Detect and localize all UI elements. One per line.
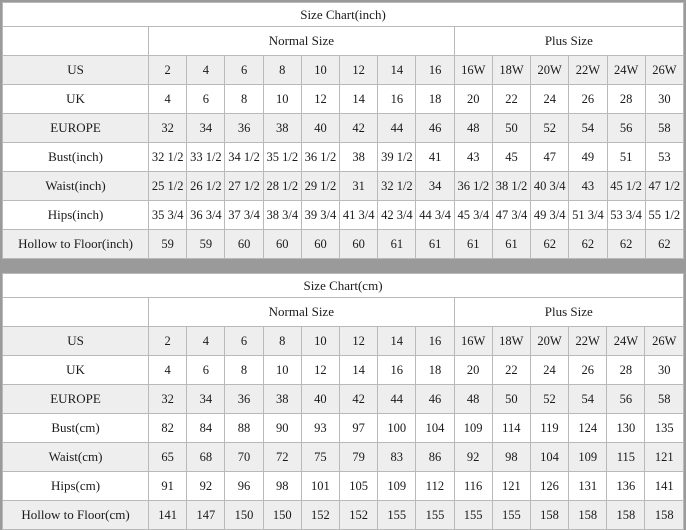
row-label: UK bbox=[3, 85, 149, 114]
cell: 33 1/2 bbox=[187, 143, 225, 172]
cell: 53 3/4 bbox=[607, 201, 645, 230]
cell: 45 1/2 bbox=[607, 172, 645, 201]
chart-title-row bbox=[3, 274, 684, 298]
row-label: Hips(cm) bbox=[3, 472, 149, 501]
cell: 22W bbox=[569, 327, 607, 356]
cell: 40 bbox=[301, 385, 339, 414]
cell: 83 bbox=[378, 443, 416, 472]
cell: 31 bbox=[340, 172, 378, 201]
group-normal-size: Normal Size bbox=[149, 298, 455, 327]
cell: 10 bbox=[263, 356, 301, 385]
row-label: UK bbox=[3, 356, 149, 385]
cell: 51 3/4 bbox=[569, 201, 607, 230]
cell: 97 bbox=[339, 414, 377, 443]
table-row bbox=[3, 414, 684, 443]
cell: 72 bbox=[263, 443, 301, 472]
cell: 93 bbox=[301, 414, 339, 443]
cell: 60 bbox=[263, 230, 301, 259]
cell: 32 1/2 bbox=[378, 172, 416, 201]
row-label: Bust(inch) bbox=[3, 143, 149, 172]
cell: 62 bbox=[531, 230, 569, 259]
cell: 68 bbox=[187, 443, 225, 472]
cell: 26W bbox=[645, 56, 683, 85]
cell: 34 bbox=[187, 385, 225, 414]
cell: 62 bbox=[645, 230, 683, 259]
cell: 34 bbox=[187, 114, 225, 143]
cell: 36 bbox=[225, 114, 263, 143]
cell: 22 bbox=[492, 356, 530, 385]
cell: 16W bbox=[454, 56, 492, 85]
cell: 41 3/4 bbox=[340, 201, 378, 230]
cell: 50 bbox=[492, 385, 530, 414]
cell: 112 bbox=[416, 472, 454, 501]
cell: 59 bbox=[149, 230, 187, 259]
cell: 28 1/2 bbox=[263, 172, 301, 201]
cell: 10 bbox=[301, 327, 339, 356]
cell: 24W bbox=[607, 327, 645, 356]
cell: 28 bbox=[607, 85, 645, 114]
cell: 44 bbox=[378, 114, 416, 143]
cell: 35 1/2 bbox=[263, 143, 301, 172]
cell: 109 bbox=[454, 414, 492, 443]
cell: 36 bbox=[225, 385, 263, 414]
cell: 47 bbox=[531, 143, 569, 172]
cell: 38 3/4 bbox=[263, 201, 301, 230]
cell: 43 bbox=[454, 143, 492, 172]
cell: 84 bbox=[187, 414, 225, 443]
cell: 158 bbox=[607, 501, 645, 530]
cell: 150 bbox=[225, 501, 263, 530]
cell: 20W bbox=[531, 56, 569, 85]
cell: 60 bbox=[225, 230, 263, 259]
cell: 38 bbox=[263, 114, 301, 143]
cell: 12 bbox=[340, 56, 378, 85]
cell: 90 bbox=[263, 414, 301, 443]
cell: 8 bbox=[263, 56, 301, 85]
cell: 61 bbox=[416, 230, 454, 259]
cell: 38 bbox=[340, 143, 378, 172]
cell: 158 bbox=[569, 501, 607, 530]
table-row bbox=[3, 385, 684, 414]
cell: 109 bbox=[569, 443, 607, 472]
cell: 16 bbox=[378, 356, 416, 385]
cell: 101 bbox=[301, 472, 339, 501]
cell: 62 bbox=[607, 230, 645, 259]
cell: 50 bbox=[492, 114, 530, 143]
cell: 75 bbox=[301, 443, 339, 472]
table-row bbox=[3, 472, 684, 501]
cell: 53 bbox=[645, 143, 683, 172]
table-row bbox=[3, 501, 684, 530]
chart-title: Size Chart(cm) bbox=[3, 274, 684, 298]
cell: 32 bbox=[149, 385, 187, 414]
cell: 38 bbox=[263, 385, 301, 414]
cell: 61 bbox=[492, 230, 530, 259]
cell: 51 bbox=[607, 143, 645, 172]
cell: 147 bbox=[187, 501, 225, 530]
cell: 14 bbox=[340, 85, 378, 114]
cell: 54 bbox=[569, 385, 607, 414]
cell: 126 bbox=[530, 472, 568, 501]
cell: 141 bbox=[645, 472, 684, 501]
cell: 32 1/2 bbox=[149, 143, 187, 172]
cell: 20W bbox=[530, 327, 568, 356]
cell: 92 bbox=[454, 443, 492, 472]
cell: 6 bbox=[187, 85, 225, 114]
chart-group-row bbox=[3, 298, 684, 327]
table-row bbox=[3, 356, 684, 385]
cell: 58 bbox=[645, 385, 684, 414]
cell: 88 bbox=[225, 414, 263, 443]
cell: 41 bbox=[416, 143, 454, 172]
cell: 44 3/4 bbox=[416, 201, 454, 230]
cell: 25 1/2 bbox=[149, 172, 187, 201]
cell: 42 3/4 bbox=[378, 201, 416, 230]
cell: 65 bbox=[149, 443, 187, 472]
cell: 20 bbox=[454, 356, 492, 385]
chart-title-row bbox=[3, 3, 684, 27]
cell: 91 bbox=[149, 472, 187, 501]
cell: 2 bbox=[149, 56, 187, 85]
cell: 8 bbox=[225, 85, 263, 114]
cell: 124 bbox=[569, 414, 607, 443]
cell: 155 bbox=[416, 501, 454, 530]
table-row bbox=[3, 201, 684, 230]
cell: 2 bbox=[149, 327, 187, 356]
cell: 39 3/4 bbox=[301, 201, 339, 230]
cell: 32 bbox=[149, 114, 187, 143]
cell: 130 bbox=[607, 414, 645, 443]
size-chart-inch bbox=[2, 2, 684, 259]
cell: 16 bbox=[378, 85, 416, 114]
cell: 48 bbox=[454, 385, 492, 414]
table-row bbox=[3, 143, 684, 172]
cell: 12 bbox=[301, 356, 339, 385]
row-label: US bbox=[3, 327, 149, 356]
table-row bbox=[3, 56, 684, 85]
cell: 18W bbox=[492, 327, 530, 356]
cell: 16 bbox=[416, 327, 454, 356]
cell: 58 bbox=[645, 114, 683, 143]
cell: 42 bbox=[339, 385, 377, 414]
cell: 104 bbox=[530, 443, 568, 472]
cell: 35 3/4 bbox=[149, 201, 187, 230]
cell: 155 bbox=[492, 501, 530, 530]
cell: 52 bbox=[531, 114, 569, 143]
chart-divider bbox=[0, 262, 686, 268]
cell: 34 1/2 bbox=[225, 143, 263, 172]
cell: 45 bbox=[492, 143, 530, 172]
cell: 115 bbox=[607, 443, 645, 472]
cell: 121 bbox=[492, 472, 530, 501]
corner-cell bbox=[3, 27, 149, 56]
cell: 141 bbox=[149, 501, 187, 530]
cell: 36 1/2 bbox=[454, 172, 492, 201]
cell: 29 1/2 bbox=[301, 172, 339, 201]
cell: 59 bbox=[187, 230, 225, 259]
cell: 47 1/2 bbox=[645, 172, 683, 201]
cell: 100 bbox=[378, 414, 416, 443]
row-label: EUROPE bbox=[3, 385, 149, 414]
cell: 131 bbox=[569, 472, 607, 501]
cell: 30 bbox=[645, 356, 684, 385]
cell: 45 3/4 bbox=[454, 201, 492, 230]
cell: 158 bbox=[645, 501, 684, 530]
row-label: Hips(inch) bbox=[3, 201, 149, 230]
cell: 6 bbox=[187, 356, 225, 385]
cell: 4 bbox=[149, 356, 187, 385]
cell: 39 1/2 bbox=[378, 143, 416, 172]
table-row bbox=[3, 85, 684, 114]
cell: 46 bbox=[416, 385, 454, 414]
group-normal-size: Normal Size bbox=[149, 27, 455, 56]
cell: 70 bbox=[225, 443, 263, 472]
cell: 105 bbox=[339, 472, 377, 501]
size-chart-cm bbox=[2, 273, 684, 530]
chart-group-row bbox=[3, 27, 684, 56]
cell: 61 bbox=[378, 230, 416, 259]
cell: 20 bbox=[454, 85, 492, 114]
cell: 26 bbox=[569, 356, 607, 385]
cell: 26 bbox=[569, 85, 607, 114]
cell: 49 3/4 bbox=[531, 201, 569, 230]
cell: 55 1/2 bbox=[645, 201, 683, 230]
cell: 47 3/4 bbox=[492, 201, 530, 230]
cell: 40 bbox=[301, 114, 339, 143]
cell: 6 bbox=[225, 327, 263, 356]
cell: 28 bbox=[607, 356, 645, 385]
cell: 86 bbox=[416, 443, 454, 472]
cell: 8 bbox=[225, 356, 263, 385]
table-row bbox=[3, 443, 684, 472]
cell: 52 bbox=[530, 385, 568, 414]
cell: 114 bbox=[492, 414, 530, 443]
cell: 82 bbox=[149, 414, 187, 443]
cell: 155 bbox=[454, 501, 492, 530]
row-label: Hollow to Floor(inch) bbox=[3, 230, 149, 259]
cell: 56 bbox=[607, 385, 645, 414]
cell: 12 bbox=[339, 327, 377, 356]
cell: 10 bbox=[263, 85, 301, 114]
cell: 98 bbox=[492, 443, 530, 472]
cell: 14 bbox=[339, 356, 377, 385]
cell: 56 bbox=[607, 114, 645, 143]
cell: 60 bbox=[301, 230, 339, 259]
cell: 27 1/2 bbox=[225, 172, 263, 201]
cell: 61 bbox=[454, 230, 492, 259]
cell: 158 bbox=[530, 501, 568, 530]
cell: 22 bbox=[492, 85, 530, 114]
cell: 6 bbox=[225, 56, 263, 85]
row-label: US bbox=[3, 56, 149, 85]
cell: 14 bbox=[378, 327, 416, 356]
cell: 18W bbox=[492, 56, 530, 85]
row-label: EUROPE bbox=[3, 114, 149, 143]
cell: 30 bbox=[645, 85, 683, 114]
cell: 24 bbox=[530, 356, 568, 385]
cell: 96 bbox=[225, 472, 263, 501]
row-label: Waist(cm) bbox=[3, 443, 149, 472]
table-row bbox=[3, 172, 684, 201]
cell: 54 bbox=[569, 114, 607, 143]
cell: 26W bbox=[645, 327, 684, 356]
cell: 16 bbox=[416, 56, 454, 85]
cell: 136 bbox=[607, 472, 645, 501]
group-plus-size: Plus Size bbox=[454, 298, 683, 327]
cell: 92 bbox=[187, 472, 225, 501]
cell: 14 bbox=[378, 56, 416, 85]
cell: 22W bbox=[569, 56, 607, 85]
cell: 48 bbox=[454, 114, 492, 143]
cell: 16W bbox=[454, 327, 492, 356]
cell: 119 bbox=[530, 414, 568, 443]
cell: 79 bbox=[339, 443, 377, 472]
cell: 18 bbox=[416, 356, 454, 385]
cell: 8 bbox=[263, 327, 301, 356]
row-label: Waist(inch) bbox=[3, 172, 149, 201]
table-row bbox=[3, 230, 684, 259]
cell: 152 bbox=[301, 501, 339, 530]
cell: 34 bbox=[416, 172, 454, 201]
cell: 44 bbox=[378, 385, 416, 414]
cell: 4 bbox=[187, 56, 225, 85]
cell: 36 1/2 bbox=[301, 143, 339, 172]
cell: 4 bbox=[149, 85, 187, 114]
cell: 24W bbox=[607, 56, 645, 85]
cell: 42 bbox=[340, 114, 378, 143]
cell: 4 bbox=[187, 327, 225, 356]
cell: 10 bbox=[301, 56, 339, 85]
row-label: Hollow to Floor(cm) bbox=[3, 501, 149, 530]
cell: 37 3/4 bbox=[225, 201, 263, 230]
cell: 12 bbox=[301, 85, 339, 114]
cell: 116 bbox=[454, 472, 492, 501]
cell: 155 bbox=[378, 501, 416, 530]
table-row bbox=[3, 327, 684, 356]
cell: 98 bbox=[263, 472, 301, 501]
cell: 43 bbox=[569, 172, 607, 201]
cell: 62 bbox=[569, 230, 607, 259]
cell: 109 bbox=[378, 472, 416, 501]
cell: 152 bbox=[339, 501, 377, 530]
cell: 26 1/2 bbox=[187, 172, 225, 201]
cell: 38 1/2 bbox=[492, 172, 530, 201]
cell: 135 bbox=[645, 414, 684, 443]
cell: 40 3/4 bbox=[531, 172, 569, 201]
corner-cell bbox=[3, 298, 149, 327]
table-row bbox=[3, 114, 684, 143]
cell: 104 bbox=[416, 414, 454, 443]
chart-title: Size Chart(inch) bbox=[3, 3, 684, 27]
group-plus-size: Plus Size bbox=[454, 27, 683, 56]
cell: 60 bbox=[340, 230, 378, 259]
cell: 24 bbox=[531, 85, 569, 114]
cell: 46 bbox=[416, 114, 454, 143]
cell: 150 bbox=[263, 501, 301, 530]
cell: 121 bbox=[645, 443, 684, 472]
cell: 36 3/4 bbox=[187, 201, 225, 230]
cell: 49 bbox=[569, 143, 607, 172]
cell: 18 bbox=[416, 85, 454, 114]
row-label: Bust(cm) bbox=[3, 414, 149, 443]
